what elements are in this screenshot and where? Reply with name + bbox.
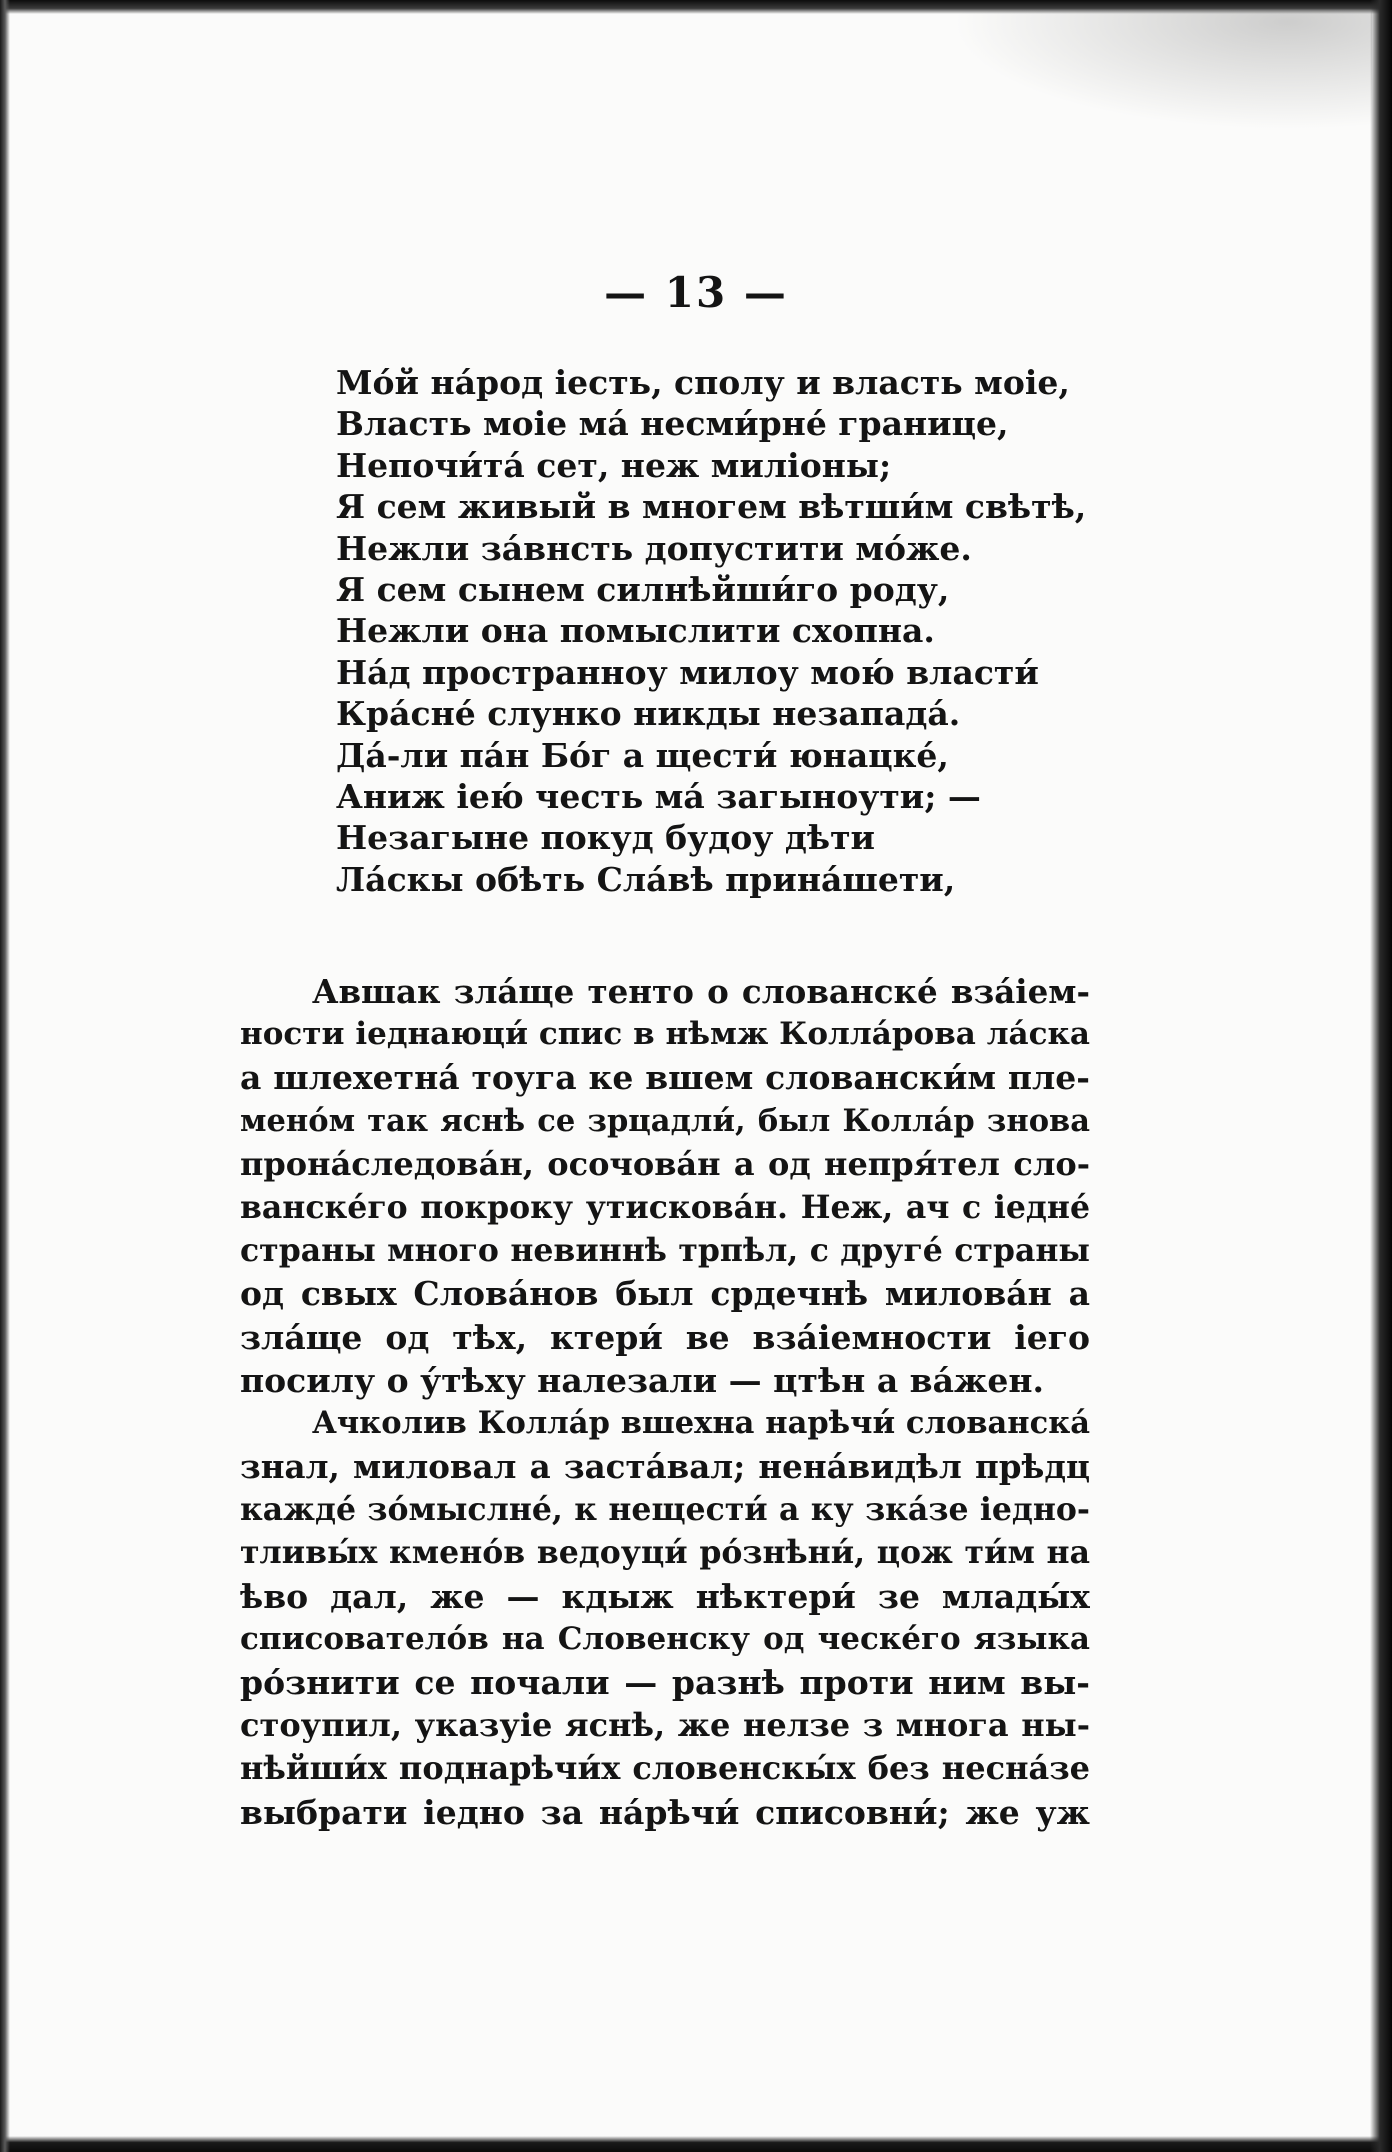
poem-line: Ла́скы обѣть Сла́вѣ прина́шети, [336, 859, 956, 899]
poem-line: Власть моіе ма́ несми́рне́ границе, [336, 404, 1009, 444]
poem-line: Я сем сынем силнѣйши́го роду, [336, 570, 950, 610]
poem-line: Незагыне покуд будоу дѣти [336, 818, 876, 858]
text-line: стоупил, указуіе яснѣ, же нелзе з многа ны- [240, 1706, 1090, 1745]
text-line: прона́следова́н, осочова́н а од непря́тел сло- [240, 1144, 1090, 1183]
text-line: од свых Слова́нов был срдечнѣ милова́н а [240, 1274, 1090, 1314]
poem-line: Нежли за́внсть допустити мо́же. [336, 528, 972, 568]
scan-border-right [1370, 0, 1392, 2152]
poem-line: На́д пространноу милоу мою́ власти́ [336, 652, 1039, 692]
text-line: тливы́х кмено́в ведоуци́ ро́знѣни́, цож ти́м на [240, 1534, 1090, 1572]
text-line: ванске́го покроку утискова́н. Неж, ач с іедне́ [240, 1188, 1090, 1226]
text-line: ности іеднаюци́ спис в нѣмж Колла́рова ла́ска [240, 1016, 1090, 1053]
poem-block [336, 362, 1096, 900]
text-line: посилу о у́тѣху налезали — цтѣн а ва́жен. [240, 1360, 1044, 1400]
text-line: Авшак зла́ще тенто о слованске́ вза́іем- [312, 972, 1090, 1011]
text-line: ро́знити се почали — разнѣ проти ним вы- [240, 1663, 1090, 1702]
text-line: кажде́ зо́мыслне́, к нещести́ а ку зка́зе іедно- [240, 1491, 1090, 1529]
poem-line: Да́-ли па́н Бо́г а щести́ юнацке́, [336, 735, 949, 775]
page-number: — 13 — [604, 268, 788, 317]
text-line: нѣйши́х поднарѣчи́х словенскы́х без несна́зе [240, 1749, 1090, 1788]
prose-block [240, 970, 1090, 1834]
text-line: страны много невиннѣ трпѣл, с друге́ страны [240, 1232, 1090, 1270]
paragraph-2 [240, 1402, 1090, 1834]
scan-border-bottom [0, 2136, 1392, 2152]
text-line: знал, миловал а заста́вал; нена́видѣл прѣдц [240, 1447, 1090, 1487]
poem-line: Я сем живый в многем вѣтши́м свѣтѣ, [336, 487, 1087, 527]
text-line: выбрати іедно за на́рѣчи́ списовни́; же уж [240, 1792, 1090, 1832]
poem-line: Аниж іею́ честь ма́ загыноути; — [336, 777, 981, 817]
text-line: мено́м так яснѣ се зрцадли́, был Колла́р знова [240, 1102, 1090, 1139]
text-line: Ачколив Колла́р вшехна нарѣчи́ слованска́ [312, 1404, 1090, 1441]
poem-line: Мо́й на́род іесть, сполу и власть моіе, [336, 363, 1070, 402]
scan-smudge [952, 10, 1372, 130]
text-line: а шлехетна́ тоуга ке вшем словански́м пле- [240, 1058, 1090, 1098]
paragraph-1 [240, 970, 1090, 1402]
poem-line: Непочи́та́ сет, неж миліоны; [336, 445, 892, 485]
text-line: зла́ще од тѣх, ктери́ ве вза́іемности іего [240, 1317, 1090, 1357]
text-line: ѣво дал, же — кдыж нѣктери́ зе млады́х [240, 1576, 1090, 1616]
poem-line: Кра́сне́ слунко никды незапада́. [336, 694, 961, 734]
poem-line: Нежли она помыслити схопна. [336, 611, 935, 651]
scan-border-left [0, 0, 10, 2152]
text-line: списователо́в на Словенску од ческе́го языка [240, 1620, 1090, 1657]
